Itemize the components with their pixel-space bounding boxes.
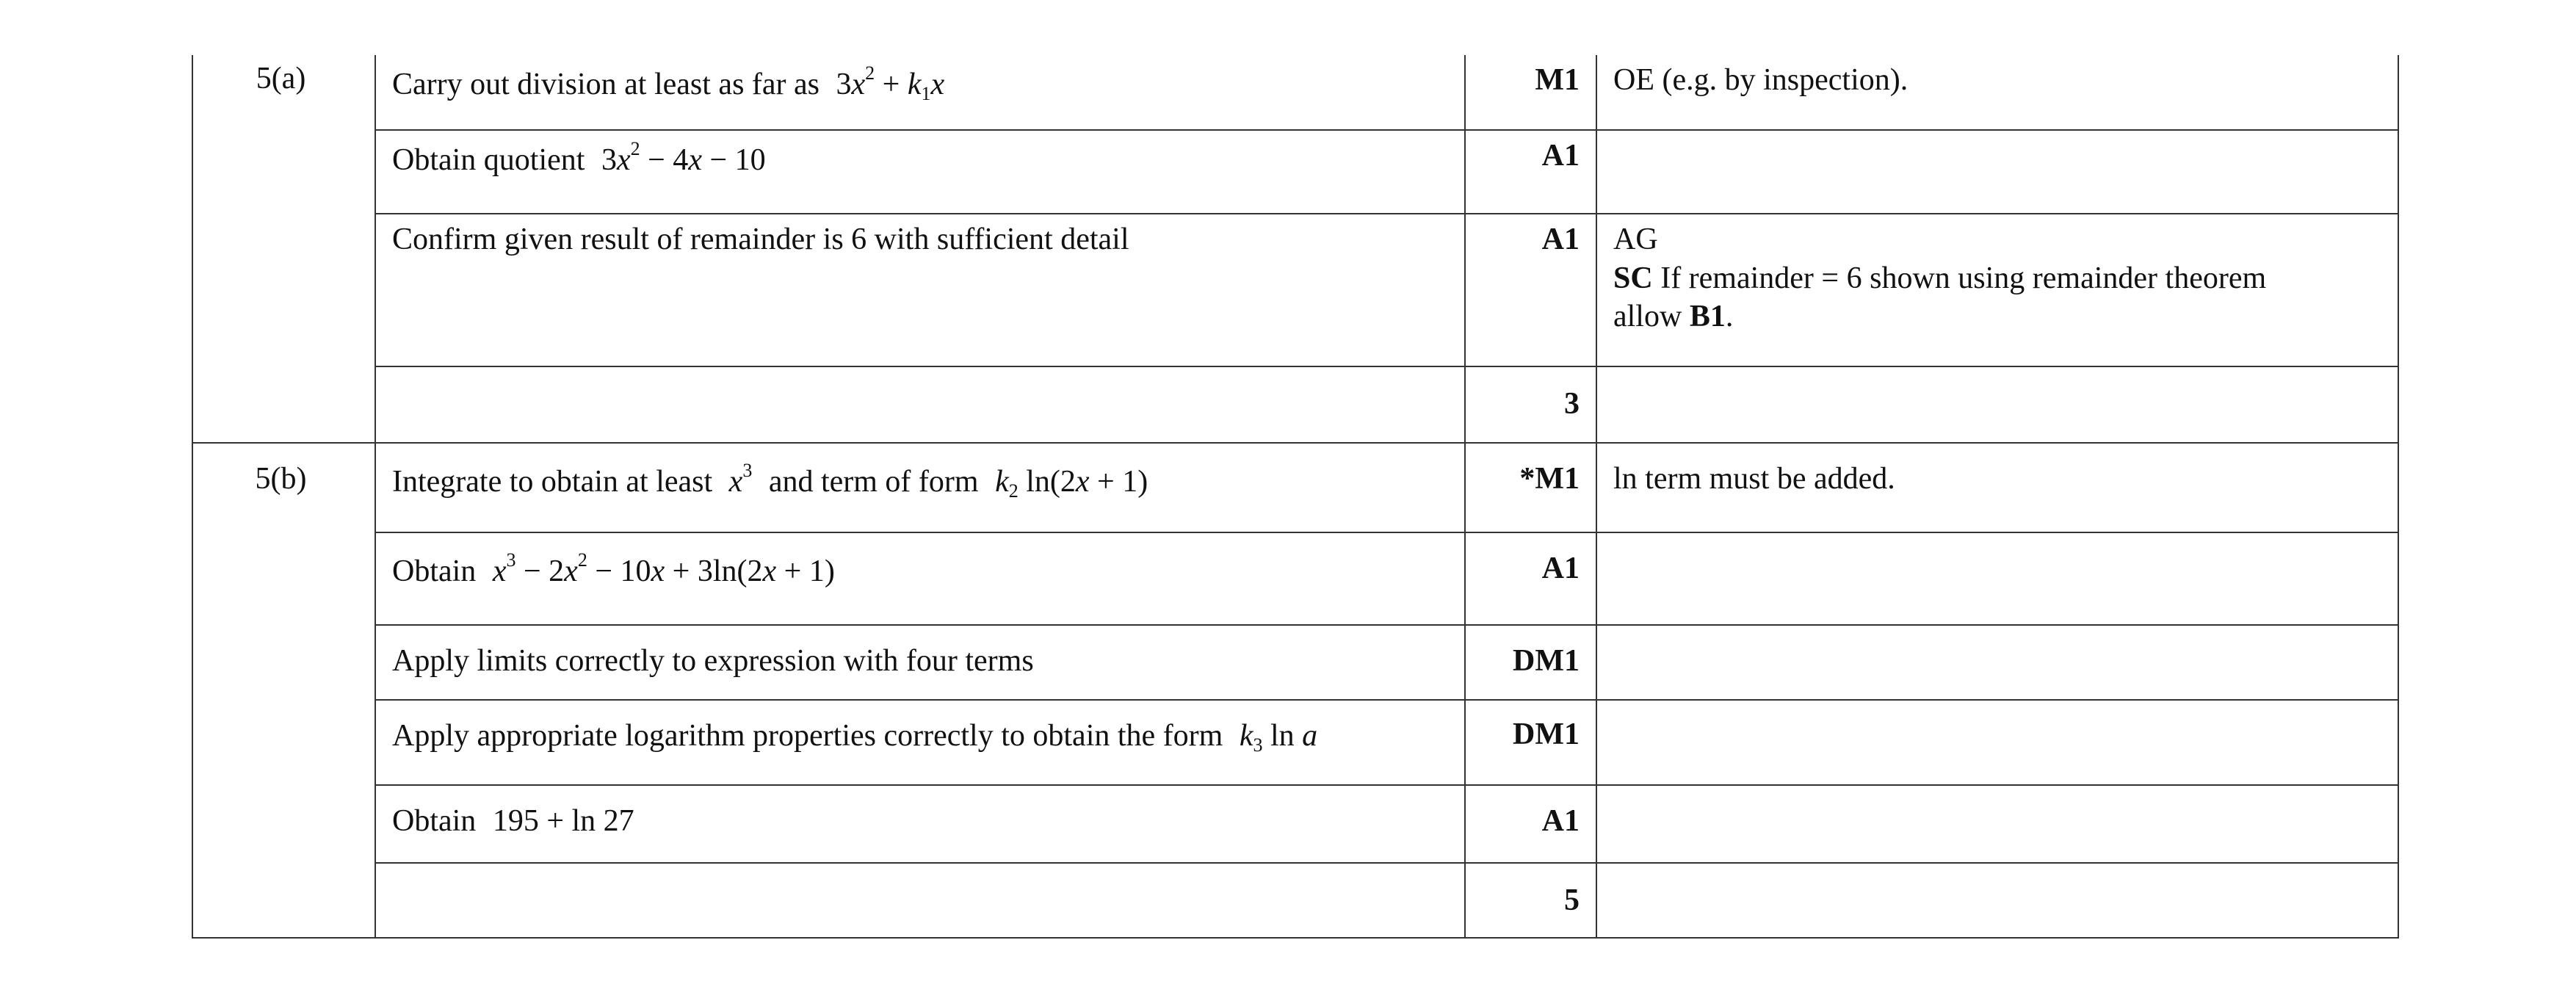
- mark-total-cell: [1465, 863, 1596, 938]
- allow-text: allow: [1613, 300, 1690, 333]
- table-row: [192, 443, 2398, 532]
- table-row: [192, 625, 2398, 700]
- table-row: [192, 700, 2398, 785]
- guidance-cell: [1596, 130, 2398, 214]
- answer-text-mid: and term of form: [768, 465, 979, 499]
- mark-total: 3: [1564, 387, 1580, 421]
- answer-text: Integrate to obtain at least: [392, 465, 713, 499]
- mark-cell: [1465, 625, 1596, 700]
- answer-cell: [375, 55, 1465, 130]
- question-number-cell: [192, 443, 375, 938]
- table-row: [192, 366, 2398, 443]
- answer-cell: [375, 785, 1465, 863]
- answer-text: Obtain: [392, 554, 477, 588]
- answer-math: 195 + ln 27: [492, 804, 634, 838]
- mark-cell: [1465, 443, 1596, 532]
- answer-text: Carry out division at least as far as: [392, 68, 820, 101]
- answer-cell: [375, 625, 1465, 700]
- answer-cell: [375, 863, 1465, 938]
- question-number: 5(b): [255, 462, 307, 496]
- answer-cell: [375, 130, 1465, 214]
- mark-cell: [1465, 214, 1596, 366]
- guidance-text: OE (e.g. by inspection).: [1613, 63, 1909, 97]
- mark-value: A1: [1541, 804, 1580, 838]
- answer-math: $k_3$ ln a: [1239, 719, 1318, 756]
- guidance-cell: [1596, 700, 2398, 785]
- mark-total: 5: [1564, 883, 1580, 917]
- question-number-cell: [192, 55, 375, 443]
- mark-cell: [1465, 700, 1596, 785]
- mark-value: DM1: [1513, 644, 1580, 678]
- answer-math: $x^3 - 2x^2 - 10x + 3\ln(2x + 1)$: [492, 549, 835, 588]
- allow-mark: B1: [1689, 300, 1726, 333]
- answer-cell: [375, 532, 1465, 625]
- guidance-cell: [1596, 214, 2398, 366]
- guidance-cell: [1596, 55, 2398, 130]
- mark-cell: [1465, 785, 1596, 863]
- answer-cell: [375, 366, 1465, 443]
- guidance-cell: [1596, 625, 2398, 700]
- answer-cell: [375, 700, 1465, 785]
- answer-cell: [375, 214, 1465, 366]
- guidance-ag: AG: [1613, 223, 1658, 256]
- answer-math: $3x^2 - 4x - 10$: [601, 138, 766, 177]
- guidance-text: ln term must be added.: [1613, 462, 1895, 496]
- table-row: [192, 214, 2398, 366]
- answer-cell: [375, 443, 1465, 532]
- guidance-cell: [1596, 785, 2398, 863]
- table-row: [192, 785, 2398, 863]
- question-number: 5(a): [256, 62, 306, 95]
- answer-text: Obtain: [392, 804, 477, 838]
- table-row: [192, 55, 2398, 130]
- table-row: [192, 532, 2398, 625]
- mark-value: *M1: [1519, 462, 1580, 496]
- guidance-cell: [1596, 366, 2398, 443]
- mark-value: DM1: [1513, 717, 1580, 751]
- answer-math: $k_2$ ln(2x + 1): [995, 465, 1148, 502]
- table-row: [192, 863, 2398, 938]
- mark-value: A1: [1541, 223, 1580, 256]
- sc-label: SC: [1613, 261, 1653, 295]
- mark-cell: [1465, 532, 1596, 625]
- guidance-allow: [1613, 297, 2381, 336]
- answer-text: Obtain quotient: [392, 143, 585, 177]
- guidance-cell: [1596, 863, 2398, 938]
- table-row: [192, 130, 2398, 214]
- mark-value: A1: [1541, 552, 1580, 585]
- mark-total-cell: [1465, 366, 1596, 443]
- answer-text: Confirm given result of remainder is 6 with sufficient detail: [392, 223, 1129, 256]
- answer-text: Apply appropriate logarithm properties correctly to obtain the form: [392, 719, 1223, 753]
- answer-math: $x^3$: [728, 460, 753, 499]
- answer-math: $3x^2 + k_1x$: [836, 62, 945, 104]
- sc-text: If remainder = 6 shown using remainder theorem: [1652, 261, 2267, 295]
- mark-scheme-table: [192, 55, 2399, 939]
- guidance-cell: [1596, 532, 2398, 625]
- mark-value: M1: [1535, 63, 1580, 97]
- guidance-special-case: [1613, 259, 2381, 298]
- allow-end: .: [1725, 300, 1734, 333]
- mark-cell: [1465, 130, 1596, 214]
- mark-cell: [1465, 55, 1596, 130]
- mark-value: A1: [1541, 139, 1580, 173]
- answer-text: Apply limits correctly to expression with four terms: [392, 644, 1034, 678]
- guidance-cell: [1596, 443, 2398, 532]
